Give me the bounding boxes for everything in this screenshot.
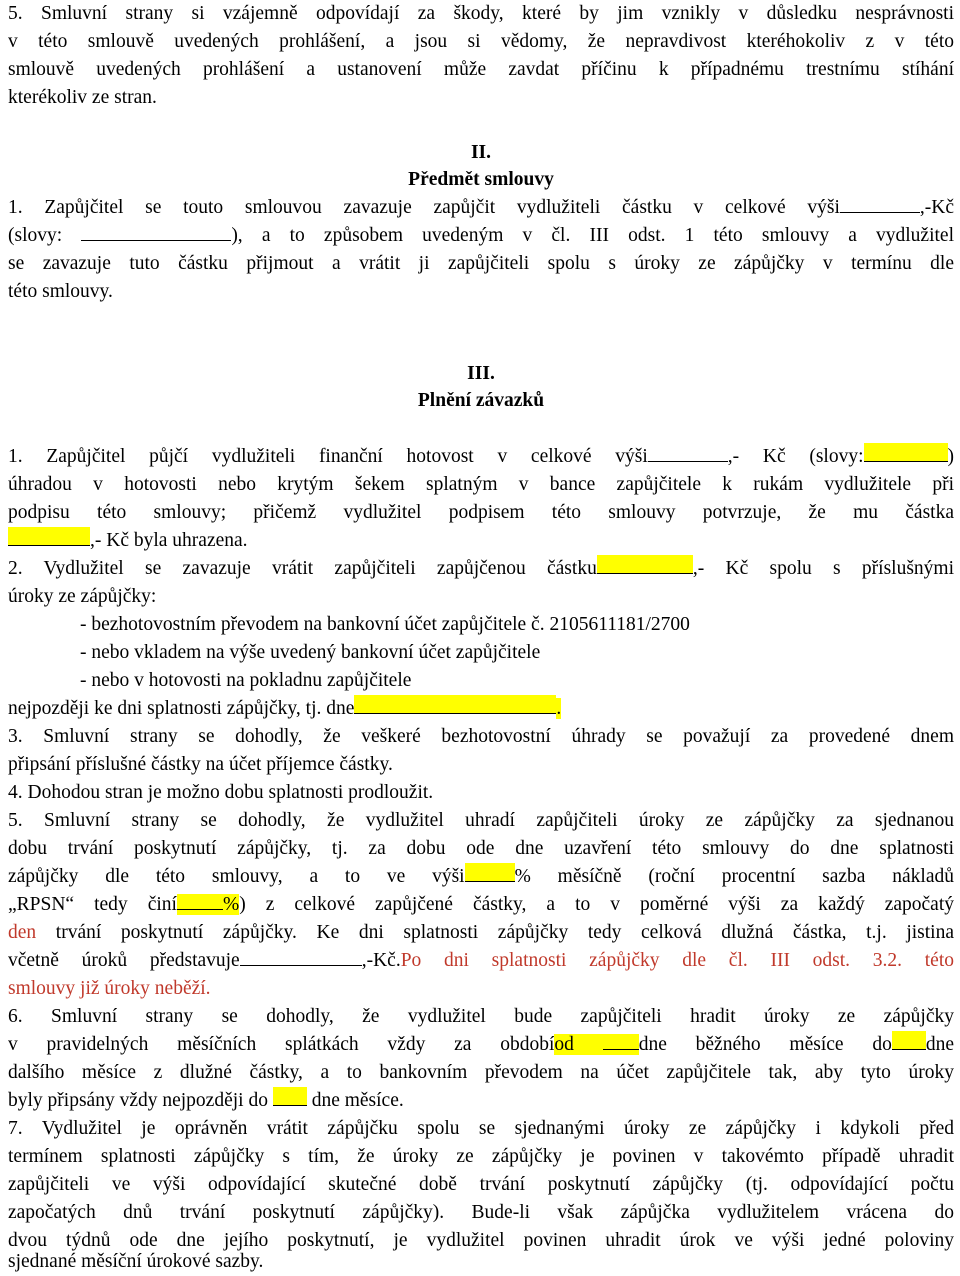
text: ,- Kč (slovy: — [727, 446, 864, 467]
text: nejpozději ke dni splatnosti zápůjčky, tj. dne — [8, 698, 355, 719]
text: % — [222, 894, 240, 915]
text: ,-Kč — [919, 197, 954, 218]
paragraph-line: smlouvy již úroky neběží. — [8, 978, 211, 999]
text: ,- Kč spolu s příslušnými — [692, 558, 955, 579]
text: dne měsíce. — [311, 1090, 404, 1111]
paragraph-line: 7. Vydlužitel je oprávněn vrátit zápůjčku spolu se sjednanými úroky ze zápůjčky i kdykoli před — [8, 1118, 954, 1139]
paragraph-line: 3. Smluvní strany se dohodly, že veškeré bezhotovostní úhrady se považují za provedené dnem — [8, 726, 954, 747]
text: v pravidelných měsíčních splátkách vždy za období — [8, 1034, 555, 1055]
period-from-field — [554, 1034, 638, 1055]
bullet-line: - nebo vkladem na výše uvedený bankovní účet zapůjčitele — [80, 642, 541, 663]
paragraph-line — [8, 555, 954, 583]
text: ) — [947, 446, 954, 467]
paragraph-line: úroky ze zápůjčky: — [8, 586, 157, 607]
date-blank — [354, 695, 556, 714]
text: zápůjčky dle této smlouvy, a to ve výši — [8, 866, 465, 887]
paragraph-line: 4. Dohodou stran je možno dobu splatnosti prodloužit. — [8, 782, 434, 803]
day-blank — [603, 1031, 639, 1050]
bullet-line: - nebo v hotovosti na pokladnu zapůjčitele — [80, 670, 412, 691]
text: (slovy: — [8, 225, 63, 246]
section-number: II. — [470, 142, 492, 163]
paragraph-line — [8, 527, 954, 555]
paragraph-line — [8, 1087, 954, 1115]
text: byly připsány vždy nejpozději do — [8, 1090, 268, 1111]
paragraph-line — [8, 891, 954, 919]
section-title: Předmět smlouvy — [408, 169, 554, 190]
paragraph-line: v této smlouvě uvedených prohlášení, a jsou si vědomy, že nepravdivost kteréhokoliv z v této — [8, 31, 954, 52]
text: 1. Zapůjčitel půjčí vydlužiteli finanční hotovost v celkové výši — [8, 446, 648, 467]
paragraph-line: sjednané měsíční úrokové sazby. — [8, 1251, 264, 1272]
text: . — [556, 698, 562, 719]
section-title: Plnění závazků — [417, 390, 545, 411]
words-blank — [81, 222, 231, 241]
paragraph-line: 5. Smluvní strany si vzájemně odpovídají za škody, které by jim vznikly v důsledku nesprávnosti — [8, 3, 954, 24]
paragraph-line — [8, 695, 954, 723]
paragraph-line: zapůjčiteli ve výši odpovídající skutečné době trvání poskytnutí zápůjčky (tj. odpovídající počtu — [8, 1174, 954, 1195]
text: 1. Zapůjčitel se touto smlouvou zavazuje zapůjčit vydlužiteli částku v celkové výši — [8, 197, 840, 218]
paragraph-line: dalšího měsíce z dlužné částky, a to bankovním převodem na účet zapůjčitele tak, aby tyto úroky — [8, 1062, 954, 1083]
day-blank — [273, 1087, 307, 1106]
text: % měsíčně (roční procentní sazba nákladů — [514, 866, 954, 887]
paragraph-line — [8, 863, 954, 891]
paragraph-line: smlouvě uvedených prohlášení a ustanovení může zavdat příčinu k případnému trestnímu stíhání — [8, 59, 954, 80]
text: od — [554, 1034, 574, 1055]
text: ), a to způsobem uvedeným v čl. III odst. 1 této smlouvy a vydlužitel — [231, 225, 954, 246]
paragraph-line — [8, 919, 954, 947]
section-number: III. — [467, 363, 495, 384]
paragraph-line: dobu trvání poskytnutí zápůjčky, tj. za dobu ode dne uzavření této smlouvy do dne splatnosti — [8, 838, 954, 859]
words-blank — [864, 443, 948, 462]
paragraph-line: 6. Smluvní strany se dohodly, že vydlužitel bude zapůjčiteli hradit úroky ze zápůjčky — [8, 1006, 954, 1027]
text: ) z celkové zapůjčené částky, a to v poměrné výši za každý započatý — [239, 894, 954, 915]
paragraph-line — [8, 222, 954, 250]
paragraph-line: dvou týdnů ode dne jejího poskytnutí, je vydlužitel povinen uhradit úrok ve výši jedné poloviny — [8, 1230, 954, 1251]
paragraph-line: úhradou v hotovosti nebo krytým šekem splatným v bance zapůjčitele k rukám vydlužitele při — [8, 474, 954, 495]
paragraph-line: připsání příslušné částky na účet příjemce částky. — [8, 754, 393, 775]
paragraph-line — [8, 443, 954, 471]
text: trvání poskytnutí zápůjčky. Ke dni splatnosti zápůjčky tedy celková dlužná částka, t.j. jistina — [55, 922, 955, 943]
total-blank — [240, 947, 362, 966]
amount-blank — [840, 194, 920, 213]
amount-blank — [8, 527, 90, 546]
paragraph-line — [8, 947, 954, 975]
text: včetně úroků představuje — [8, 950, 240, 971]
amount-blank — [648, 443, 728, 462]
text: ,-Kč. — [361, 950, 401, 971]
paragraph-line: se zavazuje tuto částku přijmout a vrátit ji zapůjčiteli spolu s úroky ze zápůjčky v termínu dle — [8, 253, 954, 274]
rate-blank — [465, 863, 515, 882]
paragraph-line — [8, 1031, 954, 1059]
text: den — [8, 922, 37, 943]
paragraph-line: podpisu této smlouvy; přičemž vydlužitel podpisem této smlouvy potvrzuje, že mu částka — [8, 502, 954, 523]
rpsn-blank — [177, 891, 223, 910]
paragraph-line: termínem splatnosti zápůjčky s tím, že úroky ze zápůjčky je povinen v takovémto případě uhradit — [8, 1146, 954, 1167]
paragraph-line: této smlouvy. — [8, 281, 113, 302]
text: Po dni splatnosti zápůjčky dle čl. III odst. 3.2. této — [400, 950, 954, 971]
paragraph-line: započatých dnů trvání poskytnutí zápůjčky). Bude-li však zápůjčka vydlužitelem vrácena do — [8, 1202, 954, 1223]
day-blank — [892, 1031, 926, 1050]
text: ,- Kč byla uhrazena. — [90, 530, 248, 551]
bullet-line: - bezhotovostním převodem na bankovní účet zapůjčitele č. 2105611181/2700 — [80, 614, 690, 635]
amount-blank — [597, 555, 693, 574]
paragraph-line: 5. Smluvní strany se dohodly, že vydlužitel uhradí zapůjčiteli úroky ze zápůjčky za sjednanou — [8, 810, 954, 831]
text: „RPSN“ tedy činí — [8, 894, 177, 915]
paragraph-line: kterékoliv ze stran. — [8, 87, 157, 108]
text: 2. Vydlužitel se zavazuje vrátit zapůjčiteli zapůjčenou částku — [8, 558, 597, 579]
text: dne — [925, 1034, 955, 1055]
text: dne běžného měsíce do — [638, 1034, 892, 1055]
rpsn-field — [177, 894, 239, 915]
paragraph-line — [8, 194, 954, 222]
